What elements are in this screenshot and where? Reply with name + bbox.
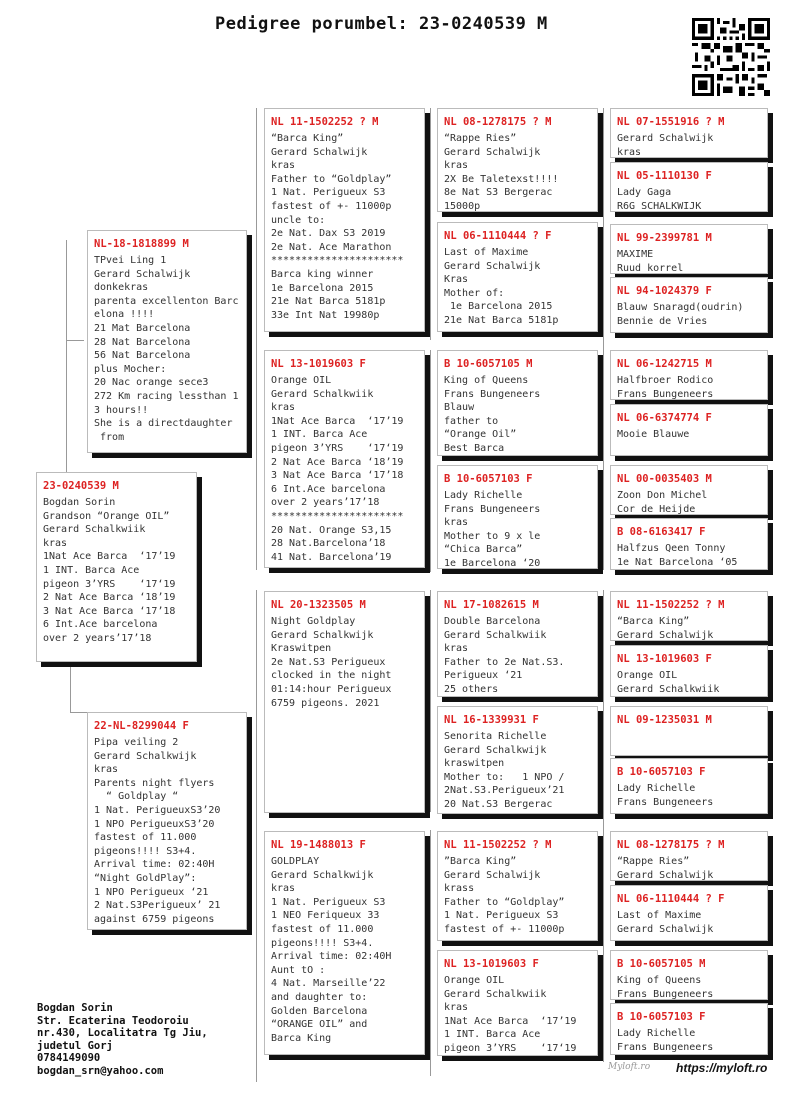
pigeon-details: “Rappe Ries” Gerard Schalwijk kras 2X Be Taletexst!!!! 8e Nat S3 Bergerac 15000p [444, 133, 559, 212]
ring-number: B 10-6057105 M [617, 958, 706, 970]
ring-number: 22-NL-8299044 F [94, 720, 189, 732]
pigeon-details: Halfzus Qeen Tonny 1e Nat Barcelona ‘05 [617, 543, 738, 568]
ancestor-card[interactable] [610, 404, 768, 456]
ancestor-card[interactable] [610, 518, 768, 570]
ring-number: NL 11-1502252 ? M [271, 116, 379, 128]
ring-number: NL 08-1278175 ? M [444, 116, 552, 128]
subject-pigeon-card[interactable] [36, 472, 197, 662]
ancestor-card[interactable] [610, 108, 768, 158]
ring-number: NL 99-2399781 M [617, 232, 712, 244]
pigeon-details: Last of Maxime Gerard Schalwijk [617, 910, 714, 935]
ancestor-card[interactable] [610, 706, 768, 756]
pigeon-details: King of Queens Frans Bungeneers [617, 975, 714, 1000]
pigeon-details: Orange OIL Gerard Schalkwiik kras 1Nat Ace Barca ‘17’19 1 INT. Barca Ace pigeon 3’YRS ‘17‘19 [444, 975, 577, 1054]
ring-number: NL 06-1110444 ? F [444, 230, 552, 242]
ring-number: NL 20-1323505 M [271, 599, 366, 611]
connector-col3-ss [430, 108, 431, 340]
great-grandparent-card[interactable] [437, 706, 598, 814]
ancestor-card[interactable] [610, 591, 768, 641]
ring-number: B 10-6057105 M [444, 358, 533, 370]
great-grandparent-card[interactable] [437, 222, 598, 332]
ring-number: B 08-6163417 F [617, 526, 706, 538]
pigeon-details: Halfbroer Rodico Frans Bungeneers [617, 375, 714, 400]
dam-card[interactable] [87, 712, 247, 930]
ring-number: NL 06-1110444 ? F [617, 893, 725, 905]
ancestor-card[interactable] [610, 1003, 768, 1055]
ring-number: NL 17-1082615 M [444, 599, 539, 611]
ring-number: B 10-6057103 F [617, 1011, 706, 1023]
pigeon-details: Senorita Richelle Gerard Schalkwijk kraswitpen Mother to: 1 NPO / 2Nat.S3.Perigueux’21 20 Nat.S3 Bergerac [444, 731, 565, 810]
connector-sire-tick-upper [66, 340, 84, 341]
connector-col3-sd [430, 350, 431, 572]
owner-contact: Bogdan Sorin Str. Ecaterina Teodoroiu nr.430, Localitatra Tg Jiu, judetul Gorj 0784149090 bogdan_srn@yahoo.com [37, 1002, 208, 1077]
pigeon-details: Double Barcelona Gerard Schalkwiik kras Father to 2e Nat.S3. Perigueux ‘21 25 others [444, 616, 565, 695]
pigeon-details: TPvei Ling 1 Gerard Schalwijk donkekras parenta excellenton Barc elona !!!! 21 Mat Barcelona 28 Nat Barcelona 56 Nat Barcelona plus Mocher: 20 Nac orange sece3 272 Km racing lessthan 1 3 hours!! She is a directdaughter from [94, 255, 239, 443]
ring-number: NL 07-1551916 ? M [617, 116, 725, 128]
ring-number: NL 05-1110130 F [617, 170, 712, 182]
pigeon-details: Lady Gaga R6G SCHALKWIJK [617, 187, 702, 212]
ring-number: NL 16-1339931 F [444, 714, 539, 726]
pigeon-details: “Rappe Ries” Gerard Schalwijk [617, 856, 714, 881]
pigeon-details: Bogdan Sorin Grandson “Orange OIL” Gerard Schalkwiik kras 1Nat Ace Barca ‘17’19 1 INT. Barca Ace pigeon 3’YRS ‘17‘19 2 Nat Ace Barca ‘18’19 3 Nat Ace Barca ‘17’18 6 Int.Ace barcelona over 2 years’17’18 [43, 497, 176, 644]
connector-dam-parents [256, 590, 257, 1082]
ancestor-card[interactable] [610, 885, 768, 941]
ring-number: NL 00-0035403 M [617, 473, 712, 485]
ring-number: NL 13-1019603 F [444, 958, 539, 970]
ring-number: NL 06-1242715 M [617, 358, 712, 370]
pigeon-details: Lady Richelle Frans Bungeneers kras Mother to 9 x le “Chica Barca” 1e Barcelona ‘20 [444, 490, 541, 569]
pigeon-details: Pipa veiling 2 Gerard Schalkwijk kras Parents night flyers “ Goldplay “ 1 Nat. PerigueuxS3’20 1 NPO PerigueuxS3’20 fastest of 11.000 pigeons!!!! S3+4. Arrival time: 02:40H “Night GoldPlay”: 1 NPO Perigueux ‘21 2 Nat.S3Perigueux’ 21 against 6759 pigeons [94, 737, 221, 925]
connector-sire-parents [256, 108, 257, 570]
pigeon-details: Blauw Snaragd(oudrin) Bennie de Vries [617, 302, 744, 327]
pigeon-details: Lady Richelle Frans Bungeneers [617, 1028, 714, 1053]
great-grandparent-card[interactable] [437, 108, 598, 212]
ancestor-card[interactable] [610, 831, 768, 881]
pigeon-details: Orange OIL Gerard Schalkwiik [617, 670, 720, 695]
ring-number: NL 13-1019603 F [617, 653, 712, 665]
pigeon-details: GOLDPLAY Gerard Schalkwijk kras 1 Nat. Perigueux S3 1 NEO Feriqueux 33 fastest of 11.000 pigeons!!!! S3+4. Arrival time: 02:40H Aunt tO : 4 Nat. Marseille’22 and daughter to: Golden Barcelona “ORANGE OIL” and Barca King [271, 856, 392, 1044]
great-grandparent-card[interactable] [437, 350, 598, 456]
ring-number: NL 11-1502252 ? M [617, 599, 725, 611]
ring-number: NL 13-1019603 F [271, 358, 366, 370]
ancestor-card[interactable] [610, 465, 768, 515]
pigeon-details: Gerard Schalwijk kras [617, 133, 714, 158]
connector-col4-a [603, 108, 604, 570]
page-title: Pedigree porumbel: 23-0240539 M [215, 14, 548, 34]
sire-card[interactable] [87, 230, 247, 453]
ancestor-card[interactable] [610, 277, 768, 333]
connector-col4-b [603, 590, 604, 1062]
ring-number: NL 09-1235031 M [617, 714, 712, 726]
ancestor-card[interactable] [610, 758, 768, 814]
ring-number: NL 06-6374774 F [617, 412, 712, 424]
ring-number: NL 94-1024379 F [617, 285, 712, 297]
website-link[interactable]: https://myloft.ro [676, 1061, 768, 1075]
ring-number: NL 19-1488013 F [271, 839, 366, 851]
pigeon-details: Mooie Blauwe [617, 429, 690, 440]
ancestor-card[interactable] [610, 950, 768, 1000]
great-grandparent-card[interactable] [437, 950, 598, 1056]
pigeon-details: MAXIME Ruud korrel [617, 249, 684, 274]
dam-sire-card[interactable] [264, 591, 425, 813]
qr-code [692, 18, 770, 96]
dam-dam-card[interactable] [264, 831, 425, 1055]
great-grandparent-card[interactable] [437, 465, 598, 569]
pigeon-details: Night Goldplay Gerard Schalkwijk Kraswitpen 2e Nat.S3 Perigueux clocked in the night 01:14:hour Perigueux 6759 pigeons. 2021 [271, 616, 392, 709]
ring-number: B 10-6057103 F [617, 766, 706, 778]
ancestor-card[interactable] [610, 645, 768, 697]
connector-dam-tick [70, 712, 88, 713]
ancestor-card[interactable] [610, 162, 768, 212]
ring-number: B 10-6057103 F [444, 473, 533, 485]
pigeon-details: “Barca King” Gerard Schalwijk kras Father to “Goldplay” 1 Nat. Perigueux S3 fastest of +- 11000p uncle to: 2e Nat. Dax S3 2019 2e Nat. Ace Marathon ********************** Barca king winner 1e Barcelona 2015 21e Nat Barca 5181p 33e Int Nat 19980p [271, 133, 404, 321]
pigeon-details: King of Queens Frans Bungeneers Blauw father to “Orange Oil” Best Barca [444, 375, 541, 454]
pigeon-details: Zoon Don Michel Cor de Heijde [617, 490, 708, 515]
pigeon-details: Last of Maxime Gerard Schalwijk Kras Mother of: 1e Barcelona 2015 21e Nat Barca 5181p [444, 247, 559, 326]
ancestor-card[interactable] [610, 350, 768, 400]
sire-dam-card[interactable] [264, 350, 425, 568]
ring-number: NL 08-1278175 ? M [617, 839, 725, 851]
connector-col3-ds [430, 590, 431, 812]
pigeon-details: Lady Richelle Frans Bungeneers [617, 783, 714, 808]
ring-number: 23-0240539 M [43, 480, 119, 492]
connector-col3-dd [430, 830, 431, 1076]
great-grandparent-card[interactable] [437, 591, 598, 697]
connector-subject-sire [66, 240, 67, 472]
sire-sire-card[interactable] [264, 108, 425, 332]
ring-number: NL 11-1502252 ? M [444, 839, 552, 851]
signature-logo: Myloft.ro [608, 1062, 651, 1072]
pigeon-details: ”Barca King” Gerard Schalwijk krass Father to “Goldplay” 1 Nat. Perigueux S3 fastest of +- 11000p [444, 856, 565, 935]
great-grandparent-card[interactable] [437, 831, 598, 941]
pigeon-details: Orange OIL Gerard Schalkwiik kras 1Nat Ace Barca ‘17’19 1 INT. Barca Ace pigeon 3’YRS ‘17‘19 2 Nat Ace Barca ‘18’19 3 Nat Ace Barca ‘17’18 6 Int.Ace barcelona over 2 years’17’18 ********************** 20 Nat. Orange S3,15 28 Nat.Barcelona’18 41 Nat. Barcelona’19 [271, 375, 404, 563]
pigeon-details: “Barca King” Gerard Schalwijk [617, 616, 714, 641]
ancestor-card[interactable] [610, 224, 768, 274]
ring-number: NL-18-1818899 M [94, 238, 189, 250]
